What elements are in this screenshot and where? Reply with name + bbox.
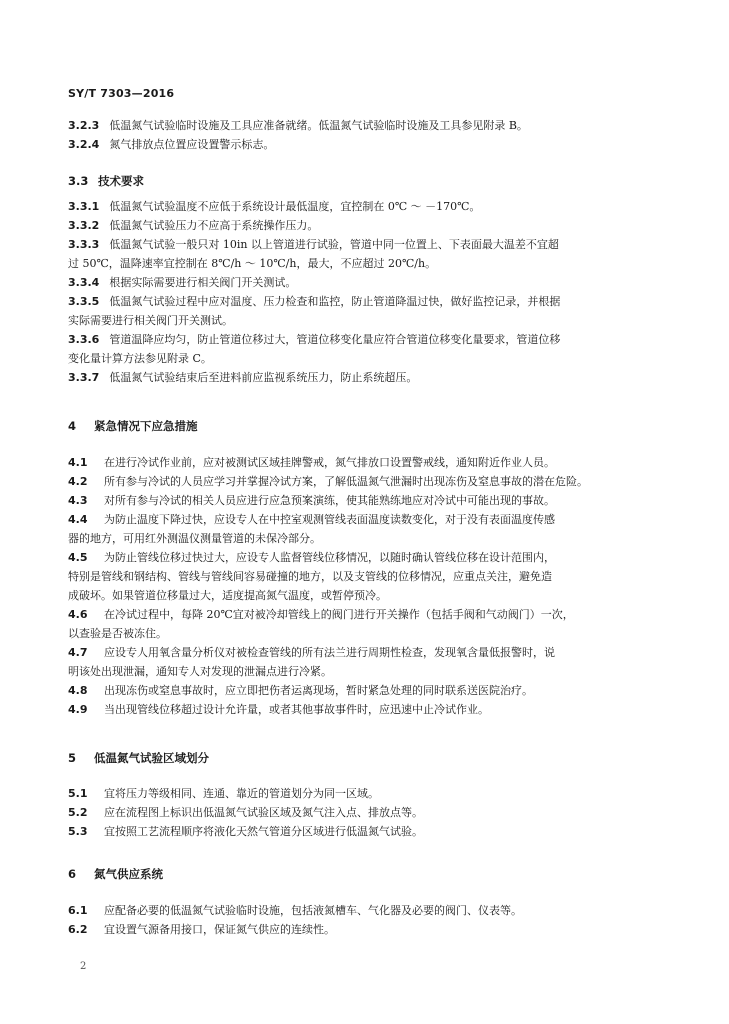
clause-number: 3.3.5 [68,295,100,308]
clause-3-2-3 [68,116,668,135]
section-heading-4 [68,418,198,434]
clause-text: 宜按照工艺流程顺序将液化天然气管道分区域进行低温氮气试验。 [104,825,423,838]
clause-number: 5.2 [68,806,88,819]
clause-4-3 [68,491,668,510]
clause-text: 在进行冷试作业前，应对被测试区域挂牌警戒，氮气排放口设置警戒线，通知附近作业人员。 [104,456,555,469]
clause-text: 在冷试过程中，每降 20℃宜对被冷却管线上的阀门进行开关操作（包括手阀和气动阀门）一次， [104,608,574,621]
clause-number: 4.1 [68,456,88,469]
clause-text: 应在流程图上标识出低温氮气试验区域及氮气注入点、排放点等。 [104,806,423,819]
clause-continuation: 器的地方，可用红外测温仪测量管道的未保冷部分。 [68,532,321,545]
clause-number: 6.2 [68,923,88,936]
clause-text: 低温氮气试验临时设施及工具应准备就绪。低温氮气试验临时设施及工具参见附录 B。 [109,119,528,132]
clause-text: 为防止温度下降过快，应设专人在中控室观测管线表面温度读数变化，对于没有表面温度传感 [104,513,555,526]
clause-number: 5.1 [68,787,88,800]
clause-3-3-7 [68,368,668,387]
clause-text: 氮气排放点位置应设置警示标志。 [109,138,275,151]
clause-5-3 [68,822,668,841]
clause-text: 低温氮气试验温度不应低于系统设计最低温度，宜控制在 0℃ ～ －170℃。 [109,200,481,213]
clause-number: 4.8 [68,684,88,697]
clause-number: 4.4 [68,513,88,526]
clause-4-8 [68,681,668,700]
section-5-clauses [68,784,668,841]
clause-6-1 [68,901,668,920]
clause-text: 低温氮气试验压力不应高于系统操作压力。 [109,219,319,232]
clause-number: 3.3.1 [68,200,100,213]
clause-text: 对所有参与冷试的相关人员应进行应急预案演练，使其能熟练地应对冷试中可能出现的事故。 [104,494,555,507]
clause-4-9 [68,700,668,719]
heading-number: 6 [68,867,77,881]
clause-5-1 [68,784,668,803]
clause-3-3-2 [68,216,668,235]
heading-text: 低温氮气试验区域划分 [94,751,210,765]
clause-continuation: 实际需要进行相关阀门开关测试。 [68,314,233,327]
clause-3-3-1 [68,197,668,216]
clause-number: 3.2.4 [68,138,100,151]
clause-4-5 [68,548,668,567]
clause-text: 所有参与冷试的人员应学习并掌握冷试方案，了解低温氮气泄漏时出现冻伤及窒息事故的潜在危险。 [104,475,588,488]
clause-continuation: 特别是管线和钢结构、管线与管线间容易碰撞的地方，以及支管线的位移情况，应重点关注，避免造 [68,570,552,583]
clause-number: 3.3.3 [68,238,100,251]
standard-code-header: SY/T 7303—2016 [68,87,175,100]
section-heading-3-3 [68,173,144,189]
clause-text: 根据实际需要进行相关阀门开关测试。 [109,276,297,289]
clause-4-7 [68,643,668,662]
clause-number: 4.7 [68,646,88,659]
clause-number: 3.3.6 [68,333,100,346]
heading-text: 技术要求 [98,174,145,188]
heading-number: 4 [68,419,77,433]
clause-number: 3.3.4 [68,276,100,289]
clause-text: 应设专人用氧含量分析仪对被检查管线的所有法兰进行周期性检查，发现氧含量低报警时，说 [104,646,555,659]
clause-3-2-4 [68,135,668,154]
section-heading-5 [68,750,209,766]
clause-number: 5.3 [68,825,88,838]
clause-3-3-5 [68,292,668,311]
clause-number: 6.1 [68,904,88,917]
section-6-clauses [68,901,668,939]
page-number: 2 [80,961,87,972]
clause-number: 3.3.2 [68,219,100,232]
clause-text: 宜将压力等级相同、连通、靠近的管道划分为同一区域。 [104,787,379,800]
clause-text: 低温氮气试验过程中应对温度、压力检查和监控，防止管道降温过快，做好监控记录，并根据 [109,295,561,308]
section-3-2-clauses [68,116,668,154]
clause-4-1 [68,453,668,472]
section-heading-6 [68,866,163,882]
clause-3-3-4 [68,273,668,292]
clause-4-6 [68,605,668,624]
heading-number: 3.3 [68,174,89,188]
clause-text: 管道温降应均匀，防止管道位移过大，管道位移变化量应符合管道位移变化量要求，管道位移 [109,333,561,346]
clause-number: 3.2.3 [68,119,100,132]
clause-3-3-6 [68,330,668,349]
clause-text: 为防止管线位移过快过大，应设专人监督管线位移情况，以随时确认管线位移在设计范围内， [104,551,555,564]
clause-4-4 [68,510,668,529]
clause-text: 应配备必要的低温氮气试验临时设施，包括液氮槽车、气化器及必要的阀门、仪表等。 [104,904,522,917]
heading-text: 紧急情况下应急措施 [94,419,198,433]
clause-number: 4.3 [68,494,88,507]
clause-number: 3.3.7 [68,371,100,384]
clause-4-2 [68,472,668,491]
clause-continuation: 以查验是否被冻住。 [68,627,167,640]
clause-number: 4.5 [68,551,88,564]
clause-text: 当出现管线位移超过设计允许量，或者其他事故事件时，应迅速中止冷试作业。 [104,703,489,716]
clause-3-3-3 [68,235,668,254]
clause-text: 宜设置气源备用接口，保证氮气供应的连续性。 [104,923,335,936]
clause-continuation: 明该处出现泄漏，通知专人对发现的泄漏点进行冷紧。 [68,665,332,678]
clause-number: 4.9 [68,703,88,716]
clause-6-2 [68,920,668,939]
clause-continuation: 成破坏。如果管道位移量过大，适度提高氮气温度，或暂停预冷。 [68,589,387,602]
clause-text: 出现冻伤或窒息事故时，应立即把伤者运离现场，暂时紧急处理的同时联系送医院治疗。 [104,684,533,697]
clause-continuation: 变化量计算方法参见附录 C。 [68,352,212,365]
clause-5-2 [68,803,668,822]
clause-text: 低温氮气试验结束后至进料前应监视系统压力，防止系统超压。 [109,371,418,384]
clause-number: 4.6 [68,608,88,621]
heading-text: 氮气供应系统 [94,867,164,881]
section-4-clauses [68,453,668,719]
section-3-3-clauses [68,197,668,387]
clause-text: 低温氮气试验一般只对 10in 以上管道进行试验，管道中同一位置上、下表面最大温差不宜超 [109,238,559,251]
heading-number: 5 [68,751,77,765]
clause-number: 4.2 [68,475,88,488]
clause-continuation: 过 50℃，温降速率宜控制在 8℃/h ～ 10℃/h，最大，不应超过 20℃/h。 [68,257,437,270]
